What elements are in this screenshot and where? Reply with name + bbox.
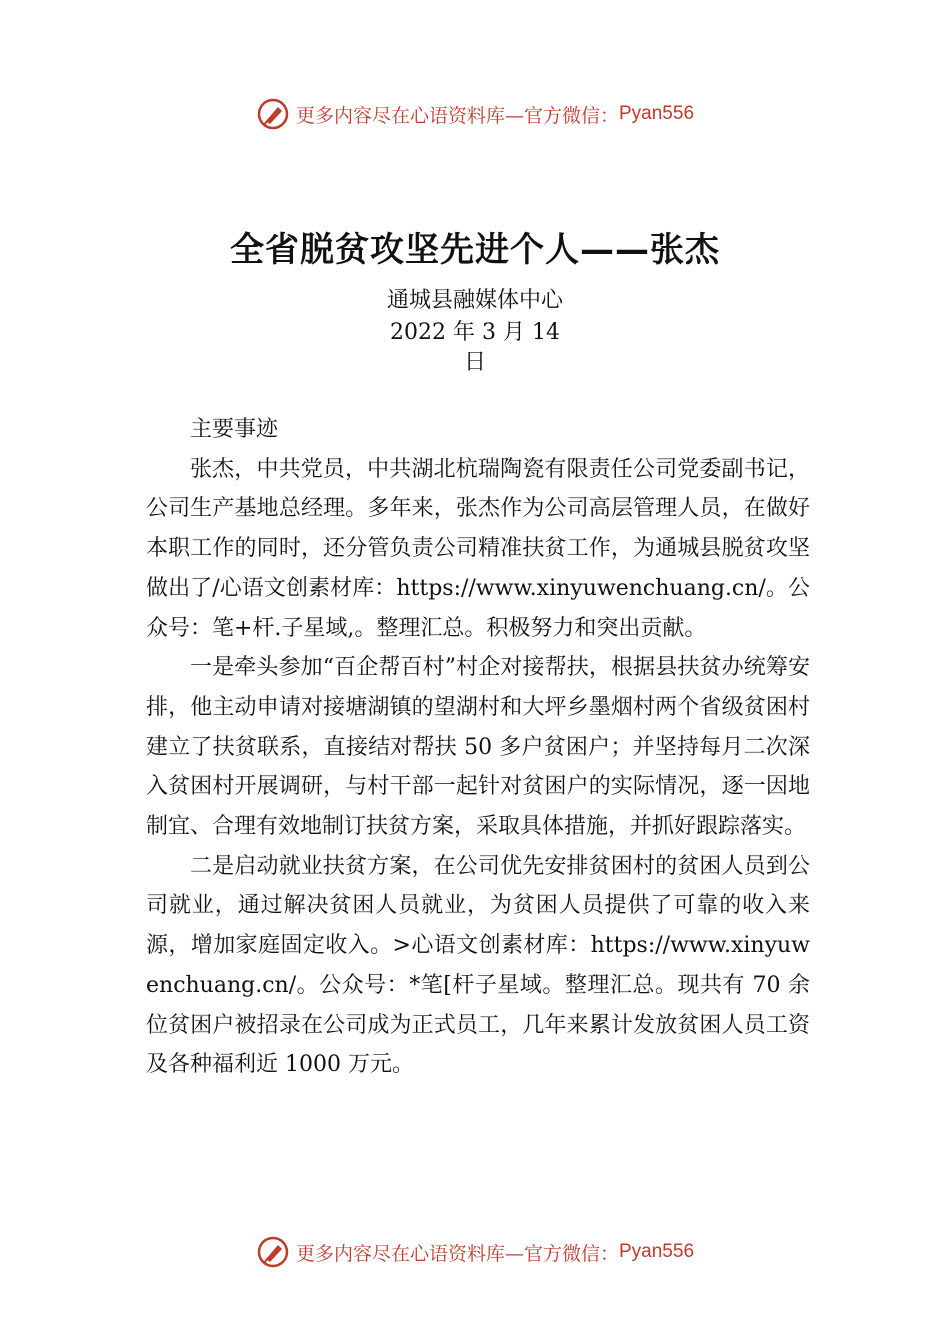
banner-text: 更多内容尽在心语资料库—官方微信： [295, 1242, 619, 1265]
header-banner [0, 94, 950, 134]
paragraph-3: 二是启动就业扶贫方案，在公司优先安排贫困村的贫困人员到公司就业，通过解决贫困人员就业，为贫困人员提供了可靠的收入来源，增加家庭固定收入。>心语文创素材库：https://www.xinyuwenchuang.cn/。公众号：*笔[杆子星域。整理汇总。现共有 70 余位贫困户被招录在公司成为正式员工，几年来累计发放贫困人员工资及各种福利近 1000 万元。 [146, 853, 810, 1078]
banner-wechat-id: Pyan556 [619, 103, 695, 124]
section-heading: 主要事迹 [190, 417, 279, 442]
paragraph-2: 一是牵头参加“百企帮百村”村企对接帮扶，根据县扶贫办统筹安排，他主动申请对接塘湖镇的望湖村和大坪乡墨烟村两个省级贫困村建立了扶贫联系，直接结对帮扶 50 多户贫困户；并坚持每月二次深入贫困村开展调研，与村干部一起针对贫困户的实际情况，逐一因地制宜、合理有效地制订扶贫方案，采取具体措施，并抓好跟踪落实。 [146, 655, 810, 840]
pen-nib-logo-icon [256, 97, 290, 131]
footer-banner [0, 1232, 950, 1272]
document-date-line2: 日 [463, 350, 486, 375]
document-date-line1: 2022 年 3 月 14 [390, 320, 560, 345]
pen-nib-logo-icon [256, 1235, 290, 1269]
paragraph-1: 张杰，中共党员，中共湖北杭瑞陶瓷有限责任公司党委副书记，公司生产基地总经理。多年来，张杰作为公司高层管理人员，在做好本职工作的同时，还分管负责公司精准扶贫工作，为通城县脱贫攻坚做出了/心语文创素材库：https://www.xinyuwenchuang.cn/。公众号：笔+杆.子星域,。整理汇总。积极努力和突出贡献。 [146, 456, 810, 641]
document-body [146, 410, 810, 1085]
banner-text: 更多内容尽在心语资料库—官方微信： [295, 104, 619, 127]
banner-wechat-id: Pyan556 [619, 1241, 695, 1262]
document-title: 全省脱贫攻坚先进个人——张杰 [230, 230, 720, 270]
document-source: 通城县融媒体中心 [386, 288, 563, 313]
